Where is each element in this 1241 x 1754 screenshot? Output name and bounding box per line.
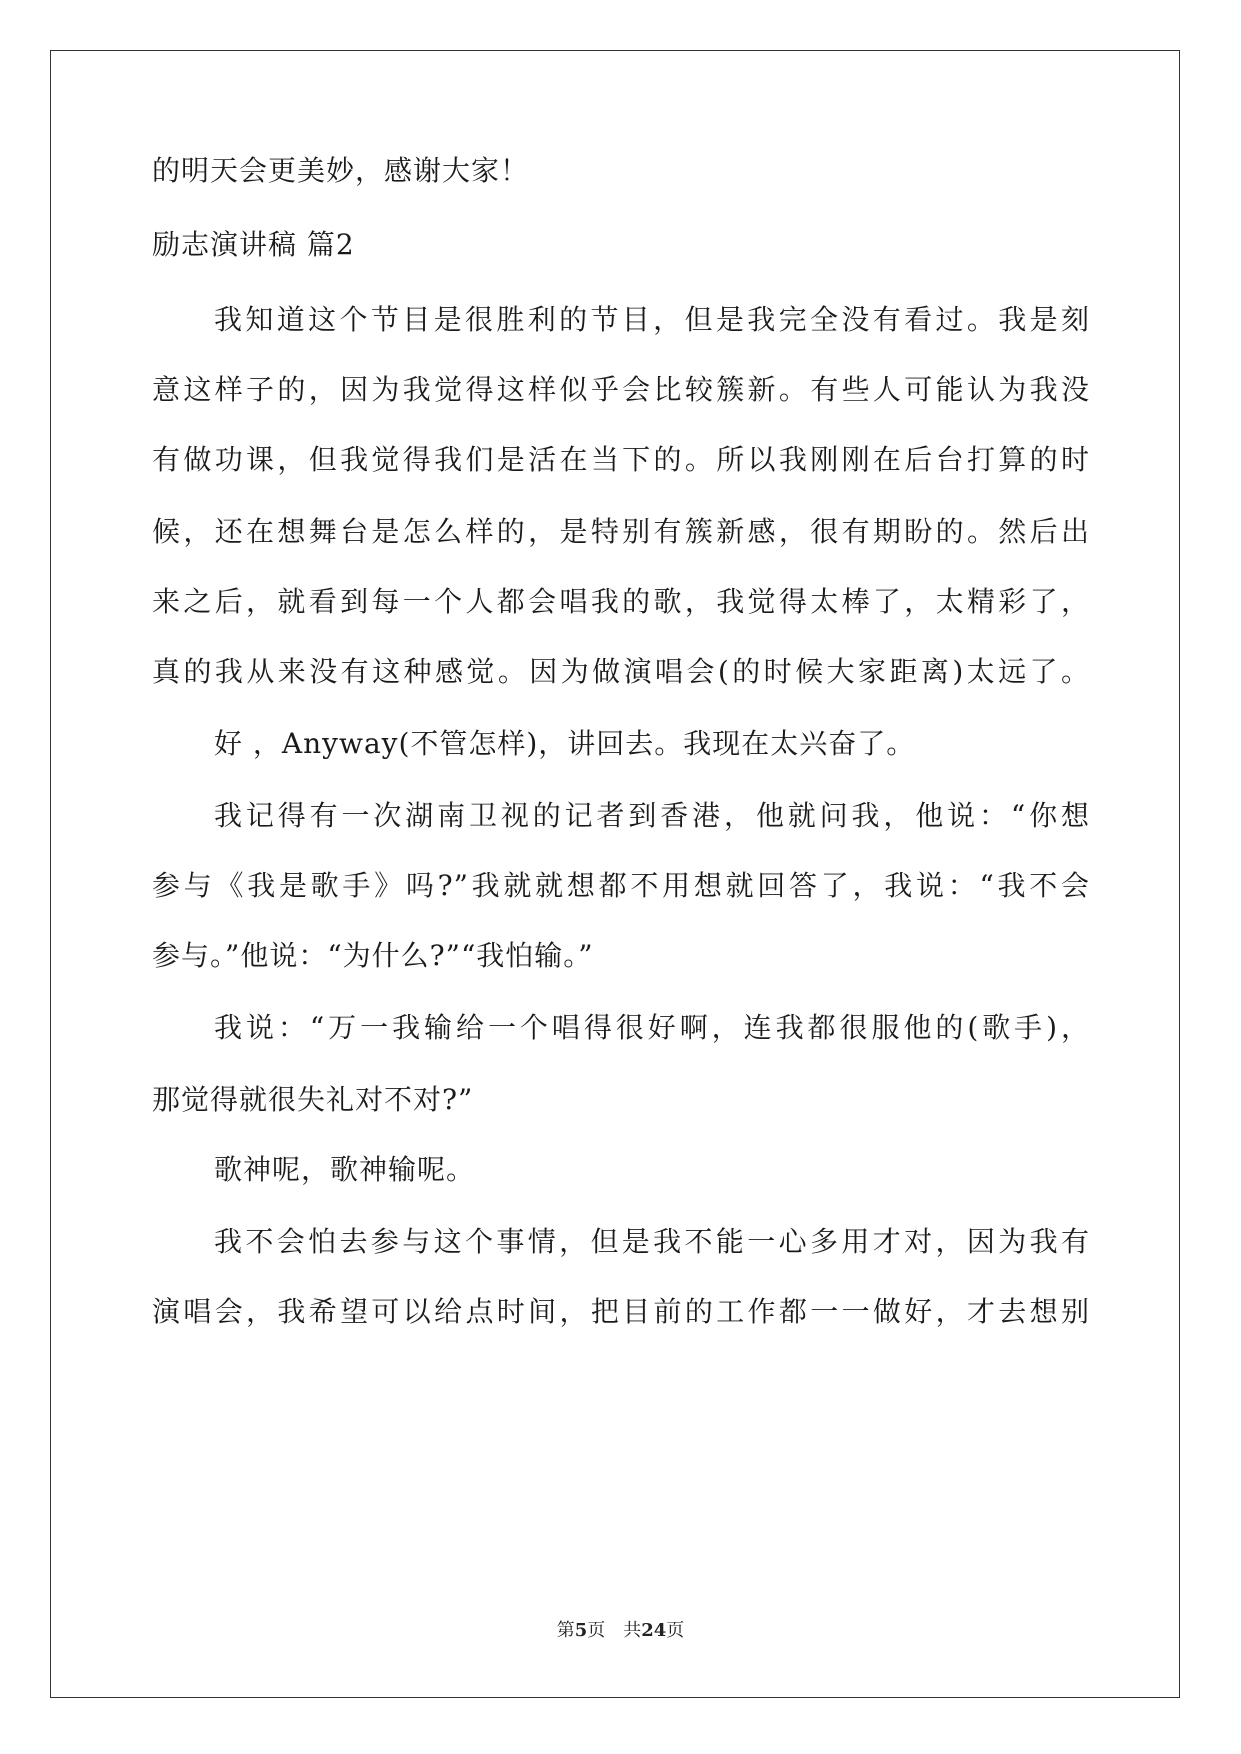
paragraph-line: 意这样子的，因为我觉得这样似乎会比较簇新。有些人可能认为我没 (152, 373, 1090, 406)
footer-prefix: 第 (556, 1620, 575, 1641)
paragraph-line: 歌神呢，歌神输呢。 (214, 1153, 476, 1186)
paragraph-line: 演唱会，我希望可以给点时间，把目前的工作都一一做好，才去想别 (152, 1295, 1090, 1328)
paragraph-line: 我知道这个节目是很胜利的节目，但是我完全没有看过。我是刻 (214, 303, 1090, 336)
paragraph-line: 参与。”他说：“为什么?”“我怕输。” (152, 939, 594, 972)
footer-page-suffix: 页 (587, 1620, 606, 1641)
section-heading: 励志演讲稿 篇2 (152, 228, 355, 261)
paragraph-line: 我说：“万一我输给一个唱得很好啊，连我都很服他的(歌手)， (214, 1011, 1090, 1044)
paragraph-line: 我不会怕去参与这个事情，但是我不能一心多用才对，因为我有 (214, 1225, 1090, 1258)
paragraph-line: 的明天会更美妙，感谢大家！ (152, 154, 530, 187)
footer-total-prefix: 共 (623, 1620, 642, 1641)
paragraph-line: 那觉得就很失礼对不对?” (152, 1083, 474, 1116)
page-footer (0, 1620, 1241, 1642)
paragraph-line: 有做功课，但我觉得我们是活在当下的。所以我刚刚在后台打算的时 (152, 443, 1090, 476)
paragraph-line: 参与《我是歌手》吗?”我就就想都不用想就回答了，我说：“我不会 (152, 869, 1090, 902)
paragraph-line: 真的我从来没有这种感觉。因为做演唱会(的时候大家距离)太远了。 (152, 655, 1090, 688)
page-number: 5 (574, 1620, 588, 1641)
paragraph-line: 来之后，就看到每一个人都会唱我的歌，我觉得太棒了，太精彩了， (152, 585, 1090, 618)
footer-total-suffix: 页 (666, 1620, 685, 1641)
paragraph-line: 候，还在想舞台是怎么样的，是特别有簇新感，很有期盼的。然后出 (152, 515, 1090, 548)
paragraph-line: 好 ，Anyway(不管怎样)，讲回去。我现在太兴奋了。 (214, 727, 916, 760)
paragraph-line: 我记得有一次湖南卫视的记者到香港，他就问我，他说：“你想 (214, 799, 1090, 832)
total-pages: 24 (641, 1620, 667, 1641)
